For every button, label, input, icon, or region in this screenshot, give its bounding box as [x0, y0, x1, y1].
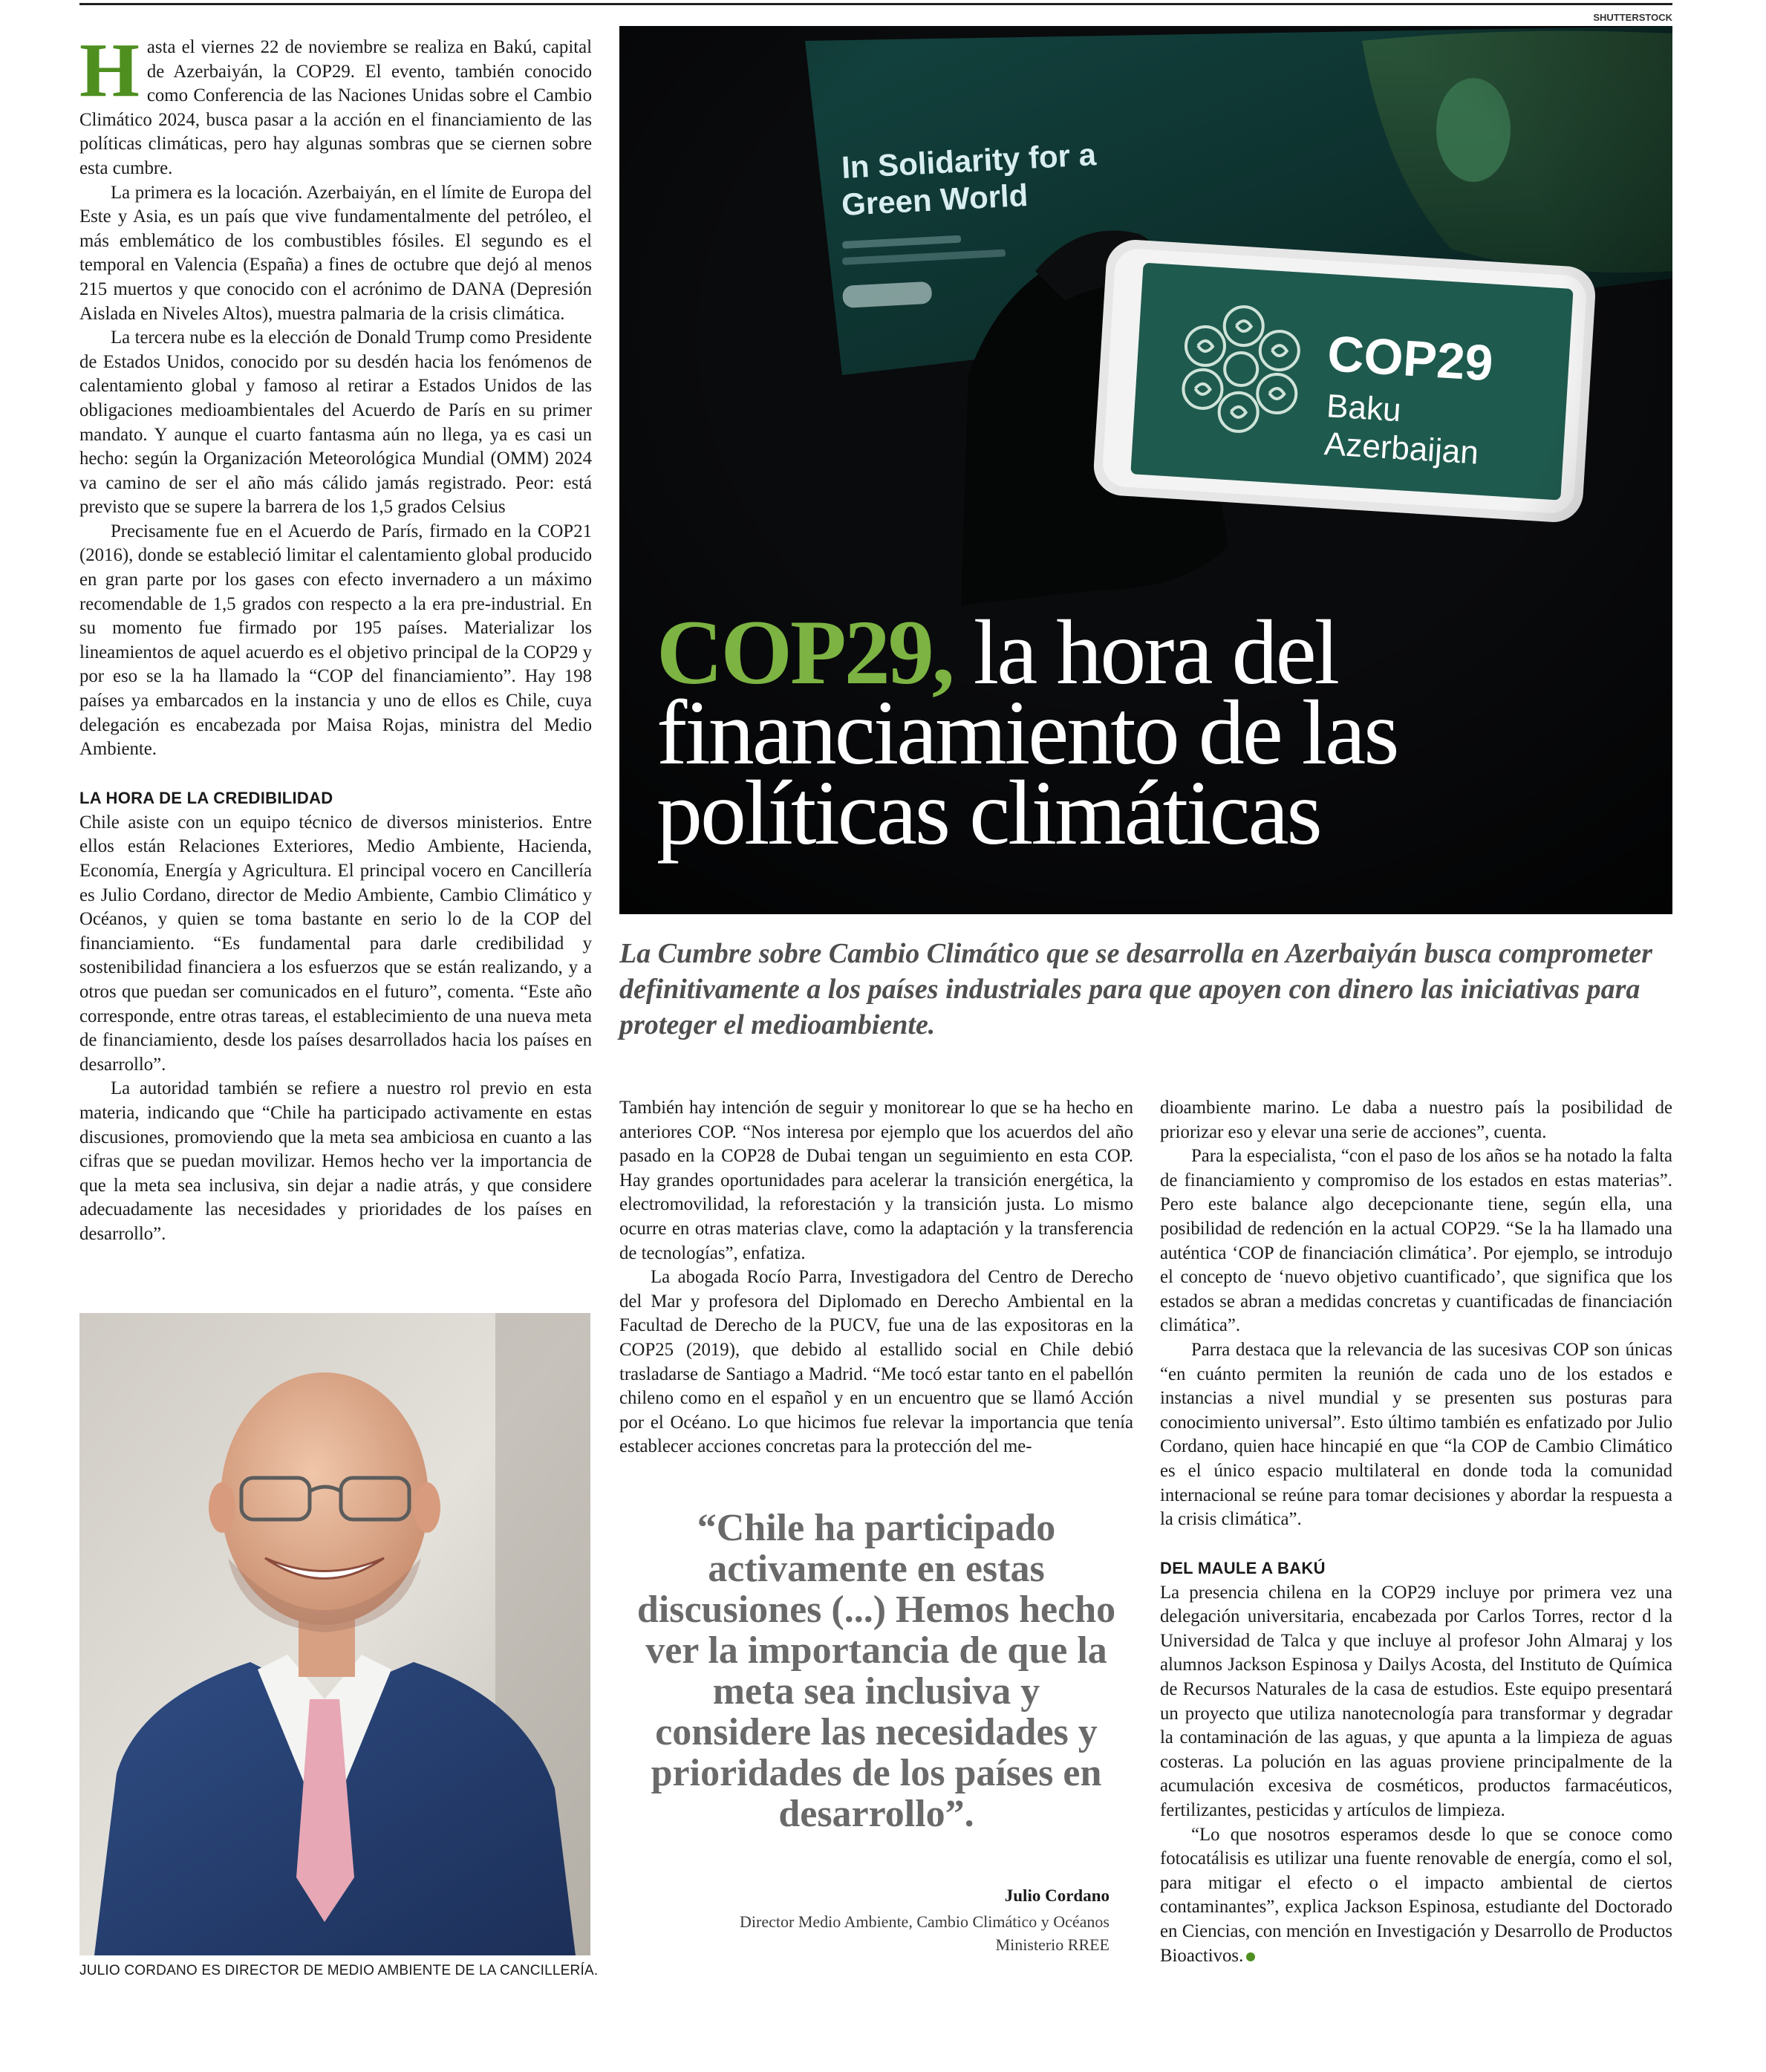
photo-credit: SHUTTERSTOCK	[1593, 12, 1672, 23]
paragraph: Precisamente fue en el Acuerdo de París, firmado en la COP21 (2016), donde se estableció limitar el calentamiento global producido en gran parte por los gases con efecto invernadero a un máximo recomendable de 1,5 grados con respecto a la era pre-industrial. En su momento fue firmado por 195 países. Materializar los lineamientos de aquel acuerdo es el objetivo principal de la COP29 y por eso se la ha llamado la “COP del financiamiento”. Hay 198 países ya embarcados en la instancia y uno de ellos es Chile, cuya delegación es encabezada por Maisa Rojas, ministra del Medio Ambiente.	[79, 521, 592, 760]
column-2	[619, 1096, 1133, 1459]
paragraph: La tercera nube es la elección de Donald Trump como Presidente de Estados Unidos, conocido por su desdén hacia los fenómenos de calentamiento global y famoso al retirar a Estados Unidos de las obligaciones medioambientales del Acuerdo de París en su primer mandato. Y aunque el cuarto fantasma aún no llega, ya es casi un hecho: según la Organización Meteorológica Mundial (OMM) 2024 va camino de ser el año más cálido jamás registrado. Peor: está previsto que se supere la barrera de los 1,5 grados Celsius	[79, 328, 592, 518]
paragraph: “Lo que nosotros esperamos desde lo que se conoce como fotocatálisis es utilizar una fuente renovable de energía, como el sol, para mitigar el efecto o el impacto ambiental de ciertos contaminantes”, explica Jackson Espinosa, estudiante del Doctorado en Ciencias, con mención en Investigación y Desarrollo de Productos Bioactivos.	[1160, 1824, 1672, 1966]
paragraph: Parra destaca que la relevancia de las sucesivas COP son únicas “en cuánto permiten la reunión de cada uno de los estados e instancias a nivel mundial y se presenten sus posturas para conocimiento universal”. Esto último también es enfatizado por Julio Cordano, quien hace hincapié en que “la COP de Cambio Climático es el único espacio multilateral en donde toda la comunidad internacional se reúne para tomar decisiones y abordar la respuesta a la crisis climática”.	[1160, 1339, 1672, 1530]
paragraph: La autoridad también se refiere a nuestro rol previo en esta materia, indicando que “Chile ha participado activamente en estas discusiones, promoviendo que la meta sea ambiciosa en cuanto a las cifras que se puedan movilizar. Hemos hecho ver la importancia de que la meta sea inclusiva, sin dejar a nadie atrás, y que considere adecuadamente las necesidades y prioridades de los países en desarrollo”.	[79, 1078, 592, 1244]
headline-highlight: COP29,	[656, 602, 953, 703]
pull-quote: “Chile ha participado activamente en estas discusiones (...) Hemos hecho ver la importancia de que la meta sea inclusiva y considere las necesidades y prioridades de los países en desarrollo”.	[636, 1507, 1116, 1835]
paragraph: También hay intención de seguir y monitorear lo que se ha hecho en anteriores COP. “Nos interesa por ejemplo que los acuerdos del año pasado en la COP28 de Dubai tengan un seguimiento en esta COP. Hay grandes oportunidades para acelerar la transición energética, la electromovilidad, la reforestación y la transición justa. Lo mismo ocurre en otras materias clave, como la adaptación y la transferencia de tecnologías”, enfatiza.	[619, 1098, 1133, 1263]
pull-quote-role-line1: Director Medio Ambiente, Cambio Climático y Océanos	[740, 1912, 1110, 1931]
end-mark-icon	[1246, 1952, 1255, 1961]
portrait-photo	[79, 1313, 590, 1955]
paragraph: La abogada Rocío Parra, Investigadora del Centro de Derecho del Mar y profesora del Diplomado en Derecho Ambiental en la Facultad de Derecho de la PUCV, fue una de las expositoras en la COP25 (2019), que debido al estallido social en Chile debió trasladarse de Santiago a Madrid. “Me tocó estar tanto en el pabellón chileno como en el español y en un encuentro que se llamó Acción por el Océano. Lo que hicimos fue relevar la importancia que tenía establecer acciones concretas para la protección del me-	[619, 1267, 1133, 1457]
pull-quote-role-line2: Ministerio RREE	[995, 1935, 1110, 1954]
photo-caption: JULIO CORDANO ES DIRECTOR DE MEDIO AMBIENTE DE LA CANCILLERÍA.	[79, 1963, 599, 1978]
headline-rest: la hora del financiamiento de las políticas climáticas	[656, 602, 1398, 864]
paragraph: La presencia chilena en la COP29 incluye por primera vez una delegación universitaria, encabezada por Carlos Torres, rector d la Universidad de Talca y que incluye al profesor John Almaraj y los alumnos Jackson Espinosa y Dailys Acosta, del Instituto de Química de Recursos Naturales de la casa de estudios. Este equipo presentará un proyecto que utiliza nanotecnología para transformar y degradar la contaminación de las aguas, y que apunta a la limpieza de aguas costeras. La polución en las aguas proviene principalmente de la acumulación excesiva de cosméticos, productos farmacéuticos, fertilizantes, pesticidas y artículos de limpieza.	[1160, 1582, 1672, 1821]
column-3	[1160, 1096, 1672, 1968]
paragraph: La primera es la locación. Azerbaiyán, en el límite de Europa del Este y Asia, es un país que vive fundamentalmente del petróleo, el más emblemático de los combustibles fósiles. El segundo es el temporal en Valencia (España) a fines de octubre que dejó al menos 215 muertos y que conocido con el acrónimo de DANA (Depresión Aislada en Niveles Altos), muestra palmaria de la crisis climática.	[79, 182, 592, 324]
lead-paragraph: Hasta el viernes 22 de noviembre se realiza en Bakú, capital de Azerbaiyán, la COP29. El evento, también conocido como Conferencia de las Naciones Unidas sobre el Cambio Climático 2024, busca pasar a la acción en el financiamiento de las políticas climáticas, pero hay algunas sombras que se ciernen sobre esta cumbre.	[79, 27, 592, 178]
paragraph: Para la especialista, “con el paso de los años se ha notado la falta de financiamiento y compromiso de los estados en estas materias”. Pero este balance algo decepcionante tiene, según ella, una posibilidad de redención en la actual COP29. “Se la ha llamado una auténtica ‘COP de financiación climática’. Por ejemplo, se introdujo el concepto de ‘nuevo objetivo cuantificado’, que significa que los estados se abran a medidas concretas y cuantificadas de financiación climática”.	[1160, 1146, 1672, 1336]
subhead-credibilidad: LA HORA DE LA CREDIBILIDAD	[79, 788, 333, 807]
subhead-maule: DEL MAULE A BAKÚ	[1160, 1558, 1326, 1577]
pull-quote-name: Julio Cordano	[1004, 1886, 1110, 1905]
paragraph: dioambiente marino. Le daba a nuestro país la posibilidad de priorizar eso y elevar una serie de acciones”, cuenta.	[1160, 1098, 1672, 1142]
top-rule	[79, 3, 1672, 5]
pull-quote-role	[631, 1910, 1110, 1956]
headline	[656, 602, 1652, 864]
portrait-illustration	[79, 1313, 590, 1955]
standfirst: La Cumbre sobre Cambio Climático que se desarrolla en Azerbaiyán busca comprometer definitivamente a los países industriales para que apoyen con dinero las iniciativas para proteger el medioambiente.	[619, 938, 1652, 1040]
drop-cap: H	[79, 27, 140, 113]
paragraph: Chile asiste con un equipo técnico de diversos ministerios. Entre ellos están Relaciones Exteriores, Medio Ambiente, Hacienda, Economía, Energía y Agricultura. El principal vocero en Cancillería es Julio Cordano, director de Medio Ambiente, Cambio Climático y Océanos, y quien se toma bastante en serio lo de la COP del financiamiento. “Es fundamental para darle credibilidad y sostenibilidad financiera a los esfuerzos que se están realizando, y a otros que puedan ser comunicados en el futuro”, comenta. “Este año corresponde, entre otras tareas, el establecimiento de una nueva meta de financiamiento, desde los países desarrollados hacia los países en desarrollo”.	[79, 812, 592, 1075]
hero-image	[619, 26, 1672, 914]
column-1	[79, 27, 592, 1247]
